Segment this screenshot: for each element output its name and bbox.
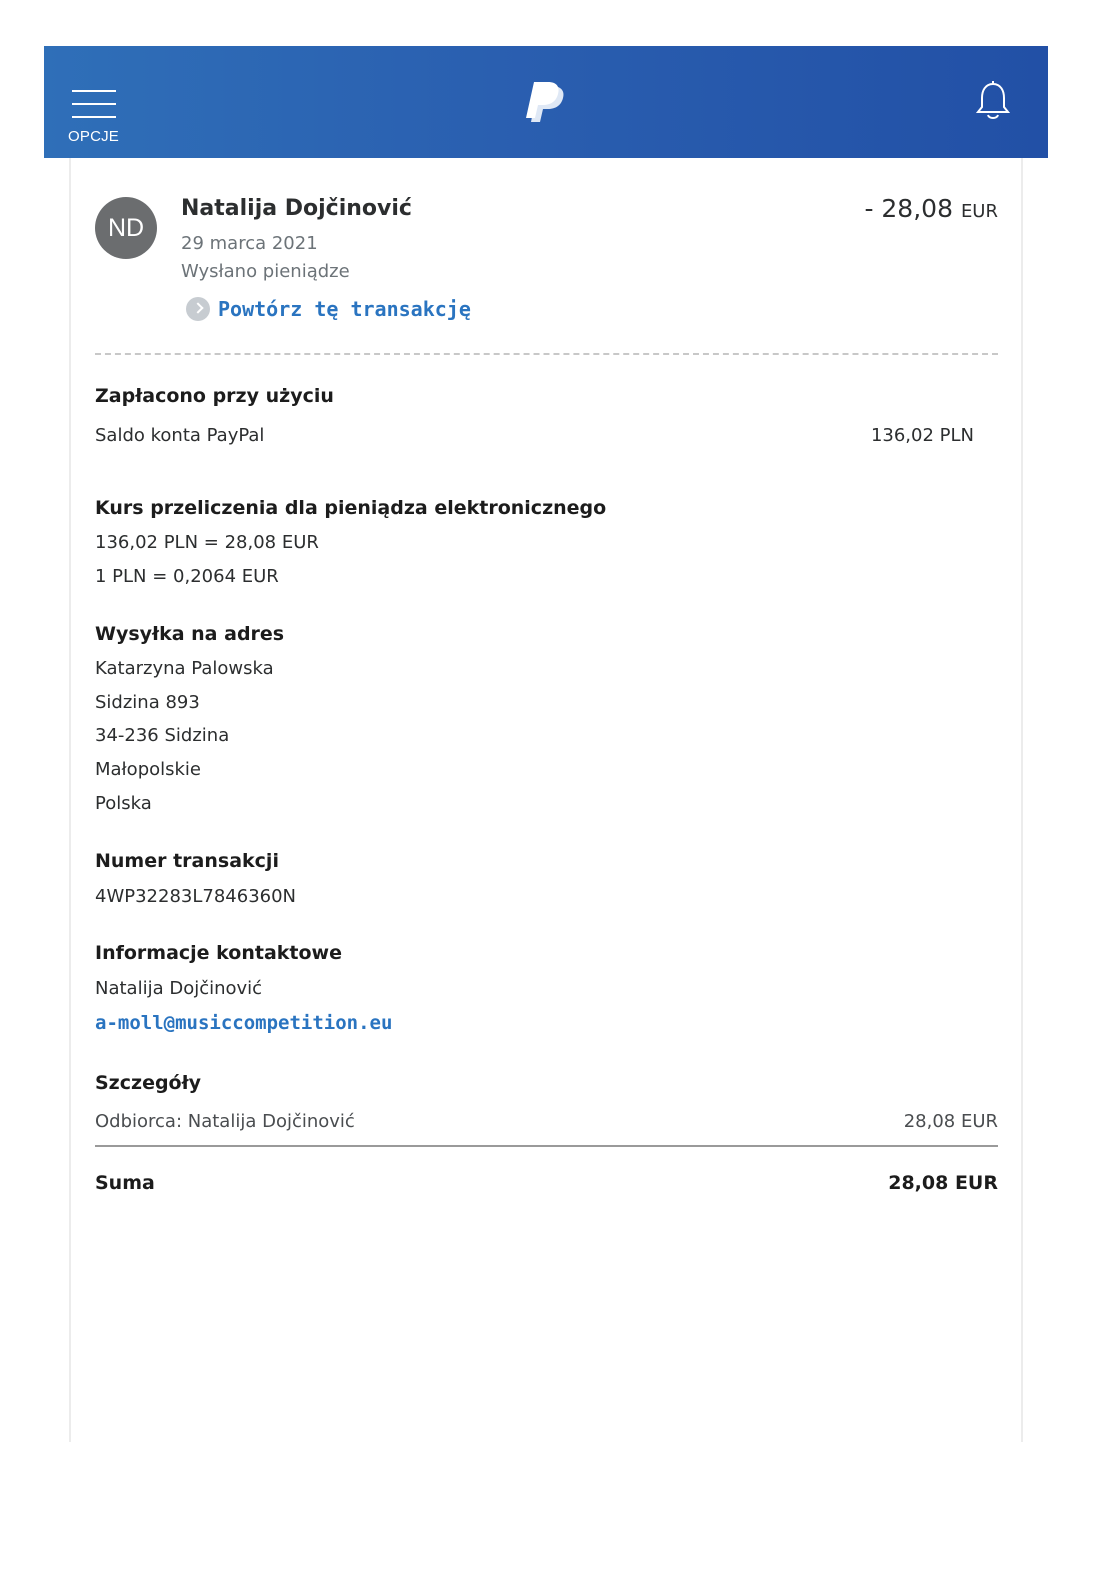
transaction-number: 4WP32283L7846360N — [95, 886, 297, 907]
details-recipient-amount: 28,08 EUR — [903, 1111, 998, 1132]
repeat-transaction-link[interactable] — [186, 297, 471, 321]
avatar: ND — [95, 197, 157, 259]
conversion-line-1: 136,02 PLN = 28,08 EUR — [95, 532, 319, 553]
total-amount: 28,08 EUR — [888, 1172, 998, 1194]
details-heading: Szczegóły — [95, 1072, 202, 1094]
contact-name: Natalija Dojčinović — [95, 978, 263, 999]
transaction-date: 29 marca 2021 — [181, 233, 318, 254]
paypal-logo — [526, 80, 568, 126]
transaction-card — [69, 158, 1023, 1442]
payment-method-amount: 136,02 PLN — [870, 425, 974, 446]
contact-email-link[interactable]: a-moll@musiccompetition.eu — [95, 1012, 393, 1034]
menu-label: OPCJE — [68, 128, 120, 145]
amount-currency: EUR — [960, 201, 998, 222]
app-header — [44, 46, 1048, 158]
shipping-line: Małopolskie — [95, 759, 202, 780]
conversion-line-2: 1 PLN = 0,2064 EUR — [95, 566, 279, 587]
transaction-number-heading: Numer transakcji — [95, 850, 279, 872]
section-divider — [95, 353, 998, 355]
shipping-line: 34-236 Sidzina — [95, 725, 230, 746]
shipping-line: Katarzyna Palowska — [95, 658, 274, 679]
transaction-amount — [864, 194, 998, 223]
amount-value: - 28,08 — [864, 194, 953, 223]
hamburger-icon — [72, 90, 116, 92]
total-label: Suma — [95, 1172, 155, 1194]
menu-button[interactable] — [66, 90, 122, 150]
shipping-heading: Wysyłka na adres — [95, 623, 285, 645]
transaction-status: Wysłano pieniądze — [181, 261, 350, 282]
conversion-heading: Kurs przeliczenia dla pieniądza elektronicznego — [95, 497, 607, 519]
repeat-transaction-label: Powtórz tę transakcję — [218, 297, 471, 321]
details-recipient: Odbiorca: Natalija Dojčinović — [95, 1111, 355, 1132]
payment-method-heading: Zapłacono przy użyciu — [95, 385, 334, 407]
payment-method: Saldo konta PayPal — [95, 425, 265, 446]
contact-heading: Informacje kontaktowe — [95, 942, 342, 964]
bell-icon[interactable] — [974, 80, 1012, 122]
shipping-line: Polska — [95, 793, 152, 814]
counterparty-name: Natalija Dojčinović — [181, 196, 412, 221]
total-divider — [95, 1145, 998, 1147]
chevron-right-circle-icon — [186, 297, 210, 321]
shipping-line: Sidzina 893 — [95, 692, 200, 713]
